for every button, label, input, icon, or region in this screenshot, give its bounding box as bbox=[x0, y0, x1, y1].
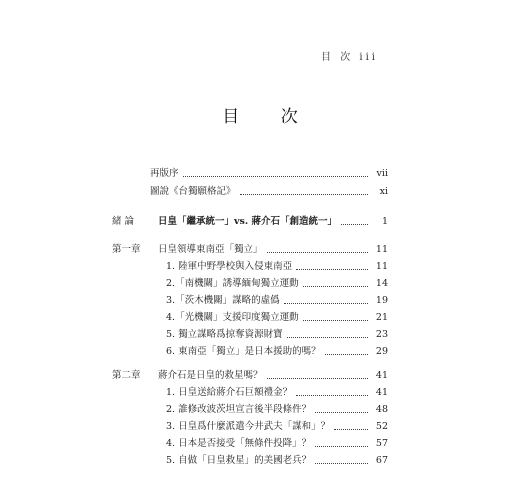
section-title: 3. 日皇爲什麼派遣今井武夫「謀和」？ bbox=[166, 421, 331, 432]
toc-entry-section[interactable] bbox=[166, 259, 388, 273]
leader-dots bbox=[287, 337, 368, 338]
leader-dots bbox=[315, 412, 368, 413]
page-title: 目 次 bbox=[222, 107, 316, 127]
running-head: 目 次 iii bbox=[321, 52, 378, 63]
section-title: 1. 日皇送給蔣介石巨額禮金？ bbox=[166, 387, 293, 398]
toc-entry-page: 23 bbox=[375, 329, 388, 340]
section-title: 2.「南機關」誘導緬甸獨立運動 bbox=[166, 278, 299, 289]
leader-dots bbox=[315, 463, 368, 464]
toc-entry-page: 48 bbox=[375, 404, 388, 415]
leader-dots bbox=[315, 446, 368, 447]
toc-entry-section[interactable] bbox=[166, 436, 388, 450]
leader-dots bbox=[296, 269, 368, 270]
toc-entry-page: 14 bbox=[375, 278, 388, 289]
section-title: 1. 陸軍中野學校與入侵東南亞 bbox=[166, 261, 293, 272]
leader-dots bbox=[341, 224, 368, 225]
toc-entry-section[interactable] bbox=[166, 385, 388, 399]
toc-entry-label: 圖說《台獨願格記》 bbox=[150, 186, 236, 197]
toc-entry-section[interactable] bbox=[166, 310, 388, 324]
toc-entry-page: 21 bbox=[375, 312, 388, 323]
section-title: 2. 誰修改波茨坦宣言後半段條件？ bbox=[166, 404, 312, 415]
toc-entry-section[interactable] bbox=[166, 419, 388, 433]
toc-entry-page: 41 bbox=[375, 387, 388, 398]
toc-entry-preface[interactable] bbox=[150, 166, 388, 180]
leader-dots bbox=[334, 429, 368, 430]
section-title: 4. 日本是否接受「無條件投降」？ bbox=[166, 438, 312, 449]
section-title: 6. 東南亞「獨立」是日本援助的嗎？ bbox=[166, 346, 321, 357]
toc-entry-page: 1 bbox=[381, 216, 388, 227]
toc-entry-page: 41 bbox=[375, 370, 388, 381]
toc-entry-page: 57 bbox=[375, 438, 388, 449]
chapter-label: 緒 論 bbox=[112, 216, 135, 227]
chapter-title: 日皇「繼承統一」vs. 蔣介石「創造統一」 bbox=[158, 216, 337, 227]
toc-entry-page: 67 bbox=[375, 455, 388, 466]
toc-entry-section[interactable] bbox=[166, 402, 388, 416]
leader-dots bbox=[267, 378, 368, 379]
chapter-label: 第一章 bbox=[112, 244, 141, 255]
toc-entry-section[interactable] bbox=[166, 344, 388, 358]
chapter-label: 第二章 bbox=[112, 370, 141, 381]
toc-entry-page: 29 bbox=[375, 346, 388, 357]
toc-entry-page: 11 bbox=[375, 261, 388, 272]
leader-dots bbox=[325, 354, 368, 355]
leader-dots bbox=[296, 395, 368, 396]
toc-entry-section[interactable] bbox=[166, 276, 388, 290]
toc-entry-page: 19 bbox=[375, 295, 388, 306]
toc-entry-section[interactable] bbox=[166, 327, 388, 341]
toc-entry-page: 11 bbox=[375, 244, 388, 255]
toc-entry-page: xi bbox=[379, 186, 388, 197]
section-title: 4.「光機關」支援印度獨立運動 bbox=[166, 312, 299, 323]
chapter-title: 日皇領導東南亞「獨立」 bbox=[158, 244, 263, 255]
section-title: 5. 自做「日皇救星」的美國老兵？ bbox=[166, 455, 312, 466]
leader-dots bbox=[267, 252, 368, 253]
toc-entry-label: 再版序 bbox=[150, 168, 179, 179]
toc-entry-page: vii bbox=[376, 168, 388, 179]
toc-entry-chapter-1[interactable] bbox=[158, 242, 388, 256]
toc-entry-introduction[interactable] bbox=[158, 214, 388, 228]
section-title: 5. 獨立謀略爲掠奪資源財寶 bbox=[166, 329, 283, 340]
toc-entry-illustrations[interactable] bbox=[150, 184, 388, 198]
toc-entry-page: 52 bbox=[375, 421, 388, 432]
toc-entry-section[interactable] bbox=[166, 453, 388, 467]
section-title: 3.「茨木機關」謀略的虛僞 bbox=[166, 295, 280, 306]
leader-dots bbox=[284, 303, 368, 304]
toc-entry-section[interactable] bbox=[166, 293, 388, 307]
leader-dots bbox=[183, 176, 368, 177]
leader-dots bbox=[303, 286, 368, 287]
chapter-title: 蔣介石是日皇的救星嗎？ bbox=[158, 370, 263, 381]
leader-dots bbox=[240, 194, 368, 195]
toc-entry-chapter-2[interactable] bbox=[158, 368, 388, 382]
leader-dots bbox=[303, 320, 368, 321]
